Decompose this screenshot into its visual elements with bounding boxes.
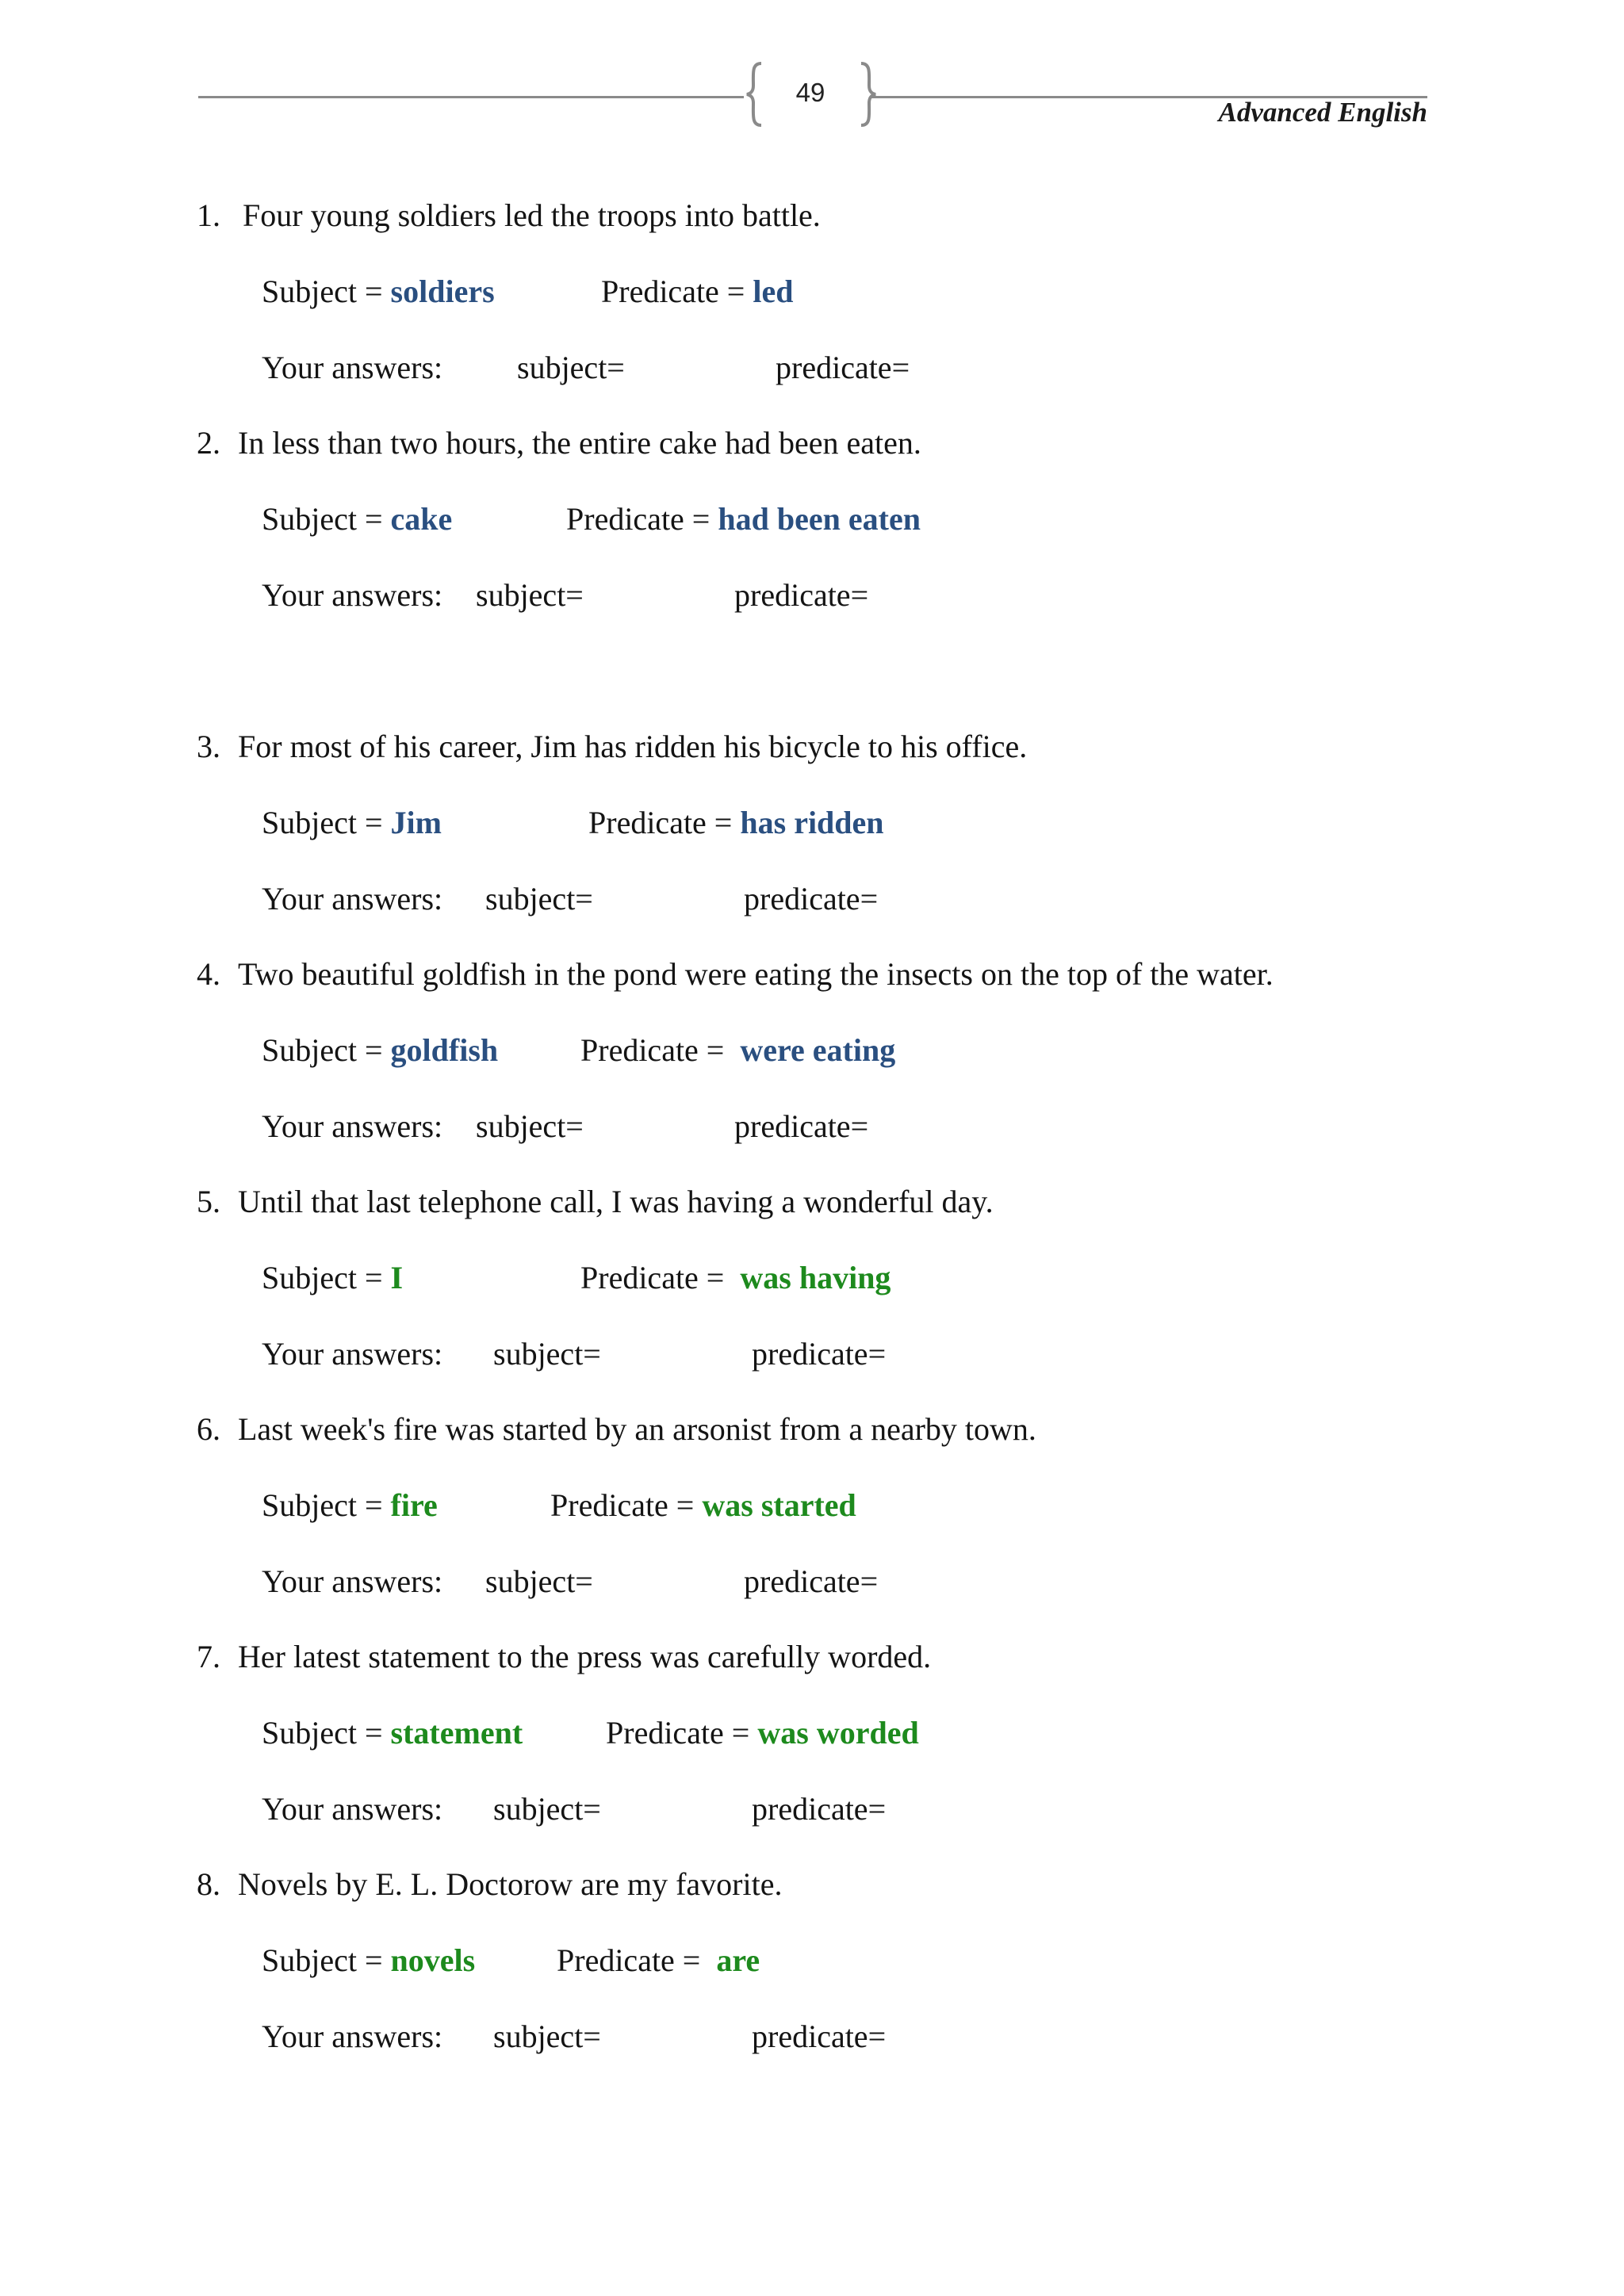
subject-blank: subject= bbox=[485, 1563, 593, 1599]
sentence-text: Until that last telephone call, I was having a wonderful day. bbox=[238, 1184, 994, 1219]
subject-label: Subject = bbox=[262, 1487, 391, 1523]
page-header bbox=[0, 0, 1624, 159]
predicate-answer: was having bbox=[740, 1260, 891, 1295]
predicate-label: Predicate = bbox=[580, 1260, 733, 1295]
exercise-sentence bbox=[197, 728, 1027, 765]
exercise-sentence bbox=[197, 1410, 1036, 1448]
predicate-answer: are bbox=[716, 1942, 760, 1978]
subject-answer: cake bbox=[390, 501, 453, 537]
subject-answer: soldiers bbox=[390, 274, 495, 309]
sentence-text: Last week's fire was started by an arsonist from a nearby town. bbox=[238, 1411, 1036, 1447]
exercise-number: 7. bbox=[197, 1639, 220, 1674]
predicate-label: Predicate = bbox=[580, 1032, 733, 1068]
predicate-label: Predicate = bbox=[550, 1487, 703, 1523]
exercise-number: 1. bbox=[197, 197, 220, 233]
predicate-answer: were eating bbox=[740, 1032, 896, 1068]
sentence-text: Novels by E. L. Doctorow are my favorite. bbox=[238, 1866, 783, 1902]
predicate-answer: led bbox=[753, 274, 794, 309]
sentence-text: For most of his career, Jim has ridden his bicycle to his office. bbox=[238, 729, 1028, 764]
predicate-label: Predicate = bbox=[588, 805, 741, 840]
sentence-text: Two beautiful goldfish in the pond were eating the insects on the top of the water. bbox=[238, 956, 1274, 992]
exercise-number: 6. bbox=[197, 1411, 220, 1447]
exercise-item bbox=[0, 1866, 1624, 2072]
exercise-number: 4. bbox=[197, 956, 220, 992]
your-answers-label: Your answers: bbox=[262, 1108, 443, 1144]
running-title: Advanced English bbox=[1218, 97, 1427, 128]
page-number: 49 bbox=[795, 78, 825, 107]
exercise-item bbox=[0, 424, 1624, 630]
exercise-sentence bbox=[197, 424, 921, 461]
your-answers-label: Your answers: bbox=[262, 1336, 443, 1372]
predicate-blank: predicate= bbox=[744, 881, 879, 916]
exercise-item bbox=[0, 955, 1624, 1161]
predicate-label: Predicate = bbox=[557, 1942, 709, 1978]
your-answers-label: Your answers: bbox=[262, 881, 443, 916]
sentence-text: Her latest statement to the press was carefully worded. bbox=[238, 1639, 932, 1674]
subject-label: Subject = bbox=[262, 1942, 391, 1978]
exercise-number: 5. bbox=[197, 1184, 220, 1219]
predicate-blank: predicate= bbox=[734, 577, 869, 613]
your-answers-label: Your answers: bbox=[262, 350, 443, 385]
your-answers-label: Your answers: bbox=[262, 1563, 443, 1599]
exercise-sentence bbox=[197, 1866, 782, 1903]
subject-label: Subject = bbox=[262, 1260, 391, 1295]
subject-blank: subject= bbox=[476, 577, 584, 613]
exercise-sentence bbox=[197, 1183, 994, 1220]
predicate-blank: predicate= bbox=[744, 1563, 879, 1599]
exercise-number: 8. bbox=[197, 1866, 220, 1902]
subject-label: Subject = bbox=[262, 501, 391, 537]
subject-label: Subject = bbox=[262, 805, 391, 840]
subject-answer: Jim bbox=[390, 805, 442, 840]
exercise-item bbox=[0, 1638, 1624, 1844]
header-rule-left bbox=[198, 96, 744, 98]
exercise-item bbox=[0, 197, 1624, 403]
predicate-blank: predicate= bbox=[776, 350, 910, 385]
your-answers-label: Your answers: bbox=[262, 1791, 443, 1827]
subject-answer: goldfish bbox=[390, 1032, 499, 1068]
predicate-blank: predicate= bbox=[734, 1108, 869, 1144]
subject-answer: novels bbox=[390, 1942, 476, 1978]
predicate-answer: had been eaten bbox=[718, 501, 921, 537]
predicate-blank: predicate= bbox=[752, 1336, 887, 1372]
right-brace-icon bbox=[858, 62, 877, 127]
predicate-answer: was worded bbox=[757, 1715, 919, 1751]
subject-label: Subject = bbox=[262, 274, 391, 309]
subject-blank: subject= bbox=[493, 2019, 601, 2054]
subject-answer: fire bbox=[390, 1487, 438, 1523]
predicate-label: Predicate = bbox=[606, 1715, 758, 1751]
subject-blank: subject= bbox=[485, 881, 593, 916]
exercise-item bbox=[0, 1410, 1624, 1617]
subject-answer: I bbox=[390, 1260, 404, 1295]
exercise-number: 2. bbox=[197, 425, 220, 461]
sentence-text: Four young soldiers led the troops into battle. bbox=[243, 197, 821, 233]
predicate-label: Predicate = bbox=[601, 274, 753, 309]
predicate-blank: predicate= bbox=[752, 1791, 887, 1827]
subject-answer: statement bbox=[390, 1715, 523, 1751]
subject-blank: subject= bbox=[493, 1791, 601, 1827]
exercise-number: 3. bbox=[197, 729, 220, 764]
exercise-sentence bbox=[197, 955, 1274, 993]
exercise-sentence bbox=[197, 197, 821, 234]
sentence-text: In less than two hours, the entire cake had been eaten. bbox=[238, 425, 921, 461]
predicate-blank: predicate= bbox=[752, 2019, 887, 2054]
your-answers-label: Your answers: bbox=[262, 577, 443, 613]
subject-blank: subject= bbox=[476, 1108, 584, 1144]
predicate-label: Predicate = bbox=[566, 501, 718, 537]
left-brace-icon bbox=[745, 62, 764, 127]
exercise-sentence bbox=[197, 1638, 931, 1675]
subject-blank: subject= bbox=[517, 350, 625, 385]
subject-label: Subject = bbox=[262, 1032, 391, 1068]
predicate-answer: has ridden bbox=[740, 805, 884, 840]
your-answers-label: Your answers: bbox=[262, 2019, 443, 2054]
predicate-answer: was started bbox=[702, 1487, 856, 1523]
subject-blank: subject= bbox=[493, 1336, 601, 1372]
exercise-item bbox=[0, 728, 1624, 934]
exercise-item bbox=[0, 1183, 1624, 1389]
subject-label: Subject = bbox=[262, 1715, 391, 1751]
